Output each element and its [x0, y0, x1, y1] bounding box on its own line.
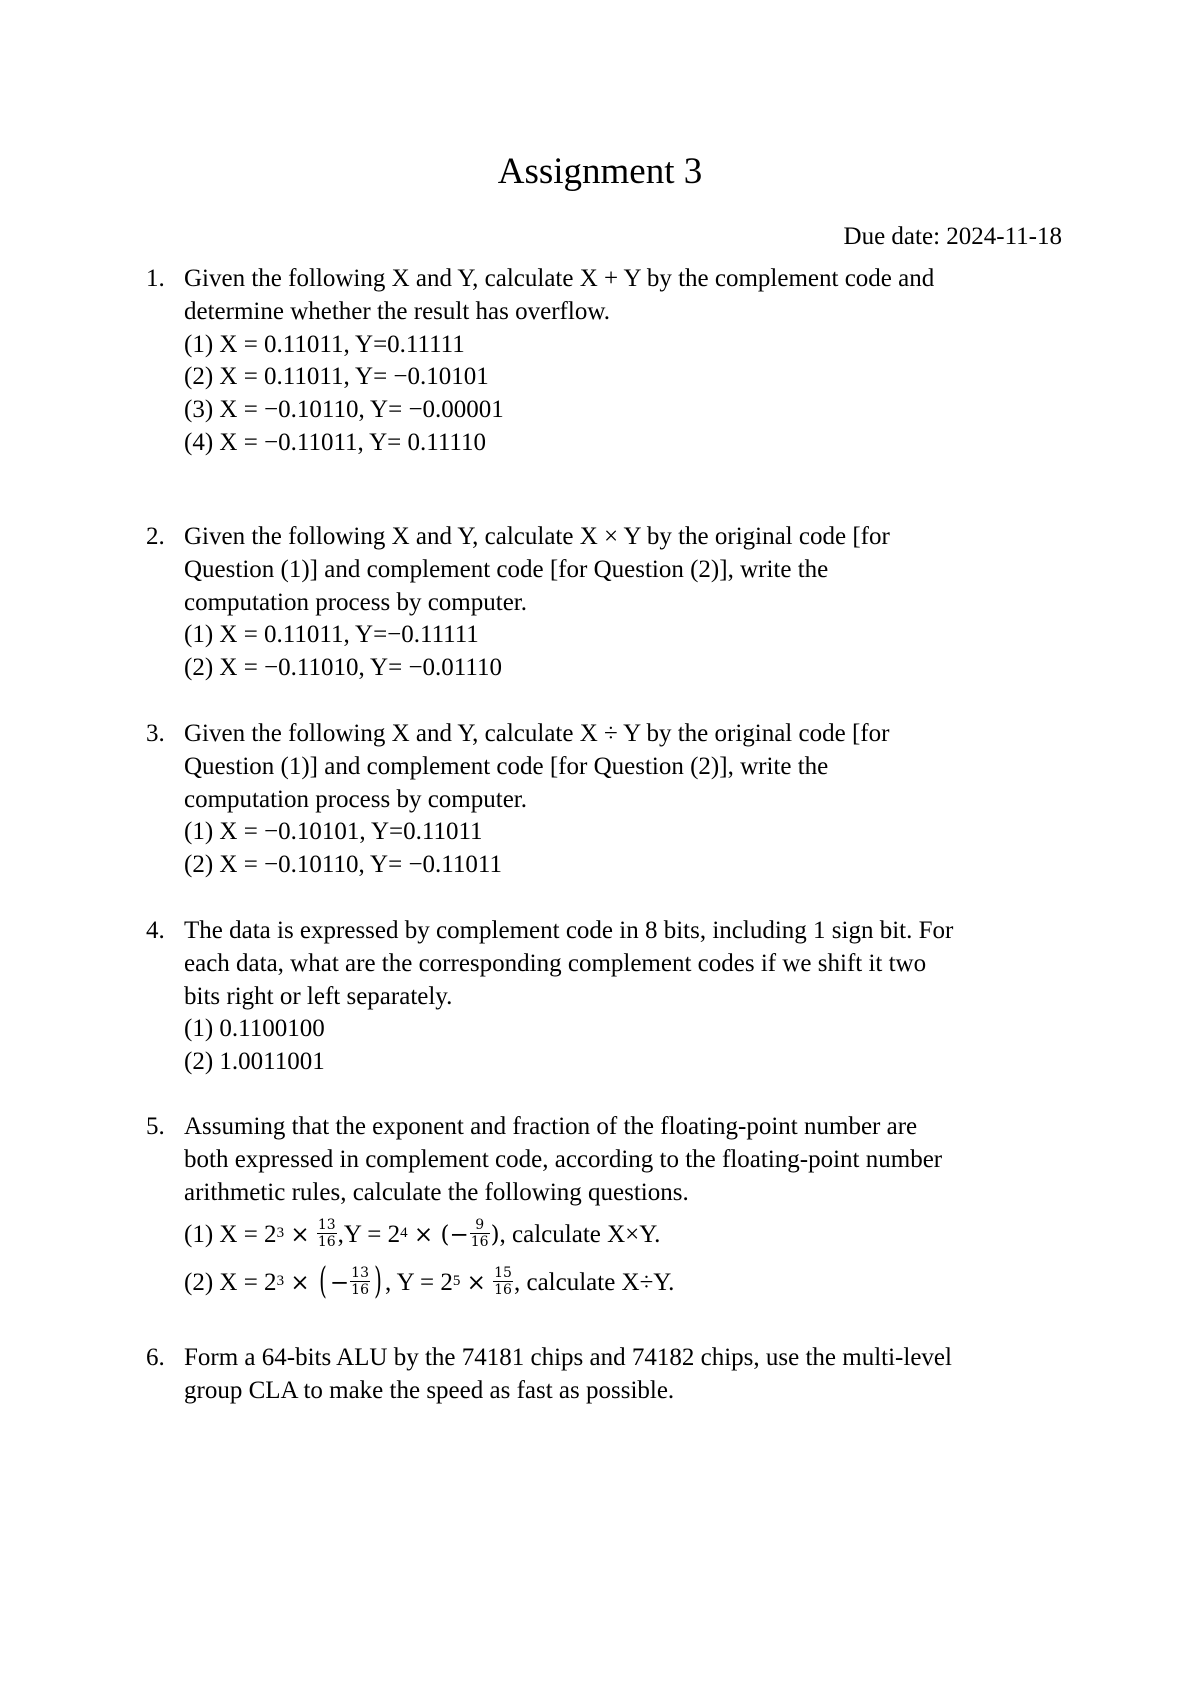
question-text-line: Question (1)] and complement code [for Question (2)], write the [184, 752, 829, 780]
question-text-line: each data, what are the corresponding complement codes if we shift it two [184, 949, 927, 977]
question-3 [146, 718, 1076, 882]
question-text-line: computation process by computer. [184, 588, 527, 616]
numerator: 13 [351, 1265, 369, 1282]
fraction [350, 1265, 370, 1298]
formula-label: (1) X = 2 [184, 1221, 277, 1249]
question-number: 3. [146, 720, 165, 747]
numerator: 15 [494, 1265, 512, 1282]
sub-question: (1) X = −0.10101, Y=0.11011 [184, 818, 483, 846]
denominator: 16 [470, 1234, 489, 1251]
formula-1 [184, 1209, 1076, 1261]
times-symbol: × [290, 1270, 310, 1297]
sub-question: (4) X = −0.11011, Y= 0.11110 [184, 428, 486, 456]
question-text-line: The data is expressed by complement code in 8 bits, including 1 sign bit. For [184, 917, 954, 944]
fraction [470, 1217, 490, 1250]
fraction [317, 1217, 337, 1250]
question-text-line: bits right or left separately. [184, 982, 453, 1010]
question-number: 5. [146, 1113, 165, 1140]
sub-question: (1) X = 0.11011, Y=−0.11111 [184, 621, 479, 649]
sub-question: (1) X = 0.11011, Y=0.11111 [184, 330, 465, 358]
question-2 [146, 521, 1076, 685]
question-text-line: Form a 64-bits ALU by the 74181 chips and 74182 chips, use the multi-level [184, 1344, 952, 1371]
times-symbol: × [466, 1270, 486, 1297]
sub-question: (2) 1.0011001 [184, 1048, 325, 1076]
minus-symbol: − [329, 1270, 350, 1297]
question-number: 6. [146, 1344, 165, 1371]
times-symbol: × (− [413, 1222, 469, 1249]
close-paren: ) [490, 1222, 500, 1249]
sub-question: (2) X = 0.11011, Y= −0.10101 [184, 363, 489, 391]
sub-question: (1) 0.1100100 [184, 1015, 325, 1043]
denominator: 16 [351, 1282, 369, 1299]
formula-label: (2) X = 2 [184, 1269, 277, 1297]
question-text-line: arithmetic rules, calculate the following questions. [184, 1178, 689, 1206]
question-text-line: both expressed in complement code, according to the floating-point number [184, 1145, 943, 1173]
question-number: 4. [146, 917, 165, 944]
question-number: 1. [146, 265, 165, 292]
exponent: 3 [276, 1225, 285, 1242]
formula-mid: ,Y = 2 [337, 1221, 401, 1249]
denominator: 16 [494, 1282, 512, 1299]
page-title: Assignment 3 [497, 151, 703, 192]
question-4 [146, 915, 1076, 1079]
question-text-line: computation process by computer. [184, 785, 527, 813]
question-text-line: determine whether the result has overflow. [184, 297, 611, 325]
formula-2 [184, 1261, 1076, 1305]
sub-question: (2) X = −0.10110, Y= −0.11011 [184, 851, 502, 879]
exponent: 4 [400, 1225, 408, 1242]
question-text-line: Given the following X and Y, calculate X × Y by the original code [for [184, 523, 890, 550]
formula-mid: , Y = 2 [385, 1269, 453, 1297]
sub-question: (3) X = −0.10110, Y= −0.00001 [184, 396, 504, 424]
formula-tail: , calculate X×Y. [499, 1221, 661, 1249]
exponent: 3 [276, 1273, 285, 1290]
times-symbol: × [290, 1222, 310, 1249]
question-1 [146, 263, 1076, 460]
numerator: 9 [470, 1217, 490, 1234]
question-text-line: Given the following X and Y, calculate X + Y by the complement code and [184, 265, 935, 292]
question-text-line: Given the following X and Y, calculate X ÷ Y by the original code [for [184, 720, 890, 747]
numerator: 13 [317, 1217, 336, 1234]
denominator: 16 [317, 1234, 336, 1251]
question-text-line: group CLA to make the speed as fast as possible. [184, 1376, 675, 1404]
open-paren: ( [319, 1260, 327, 1302]
close-paren: ) [374, 1260, 382, 1302]
formula-tail: , calculate X÷Y. [513, 1269, 675, 1297]
due-date: Due date: 2024-11-18 [843, 223, 1062, 250]
question-text-line: Question (1)] and complement code [for Question (2)], write the [184, 555, 829, 583]
sub-question: (2) X = −0.11010, Y= −0.01110 [184, 654, 502, 682]
question-text-line: Assuming that the exponent and fraction of the floating-point number are [184, 1113, 918, 1140]
question-number: 2. [146, 523, 165, 550]
question-5 [146, 1111, 1076, 1305]
question-6 [146, 1342, 1076, 1408]
fraction [493, 1265, 513, 1298]
exponent: 5 [452, 1273, 461, 1290]
